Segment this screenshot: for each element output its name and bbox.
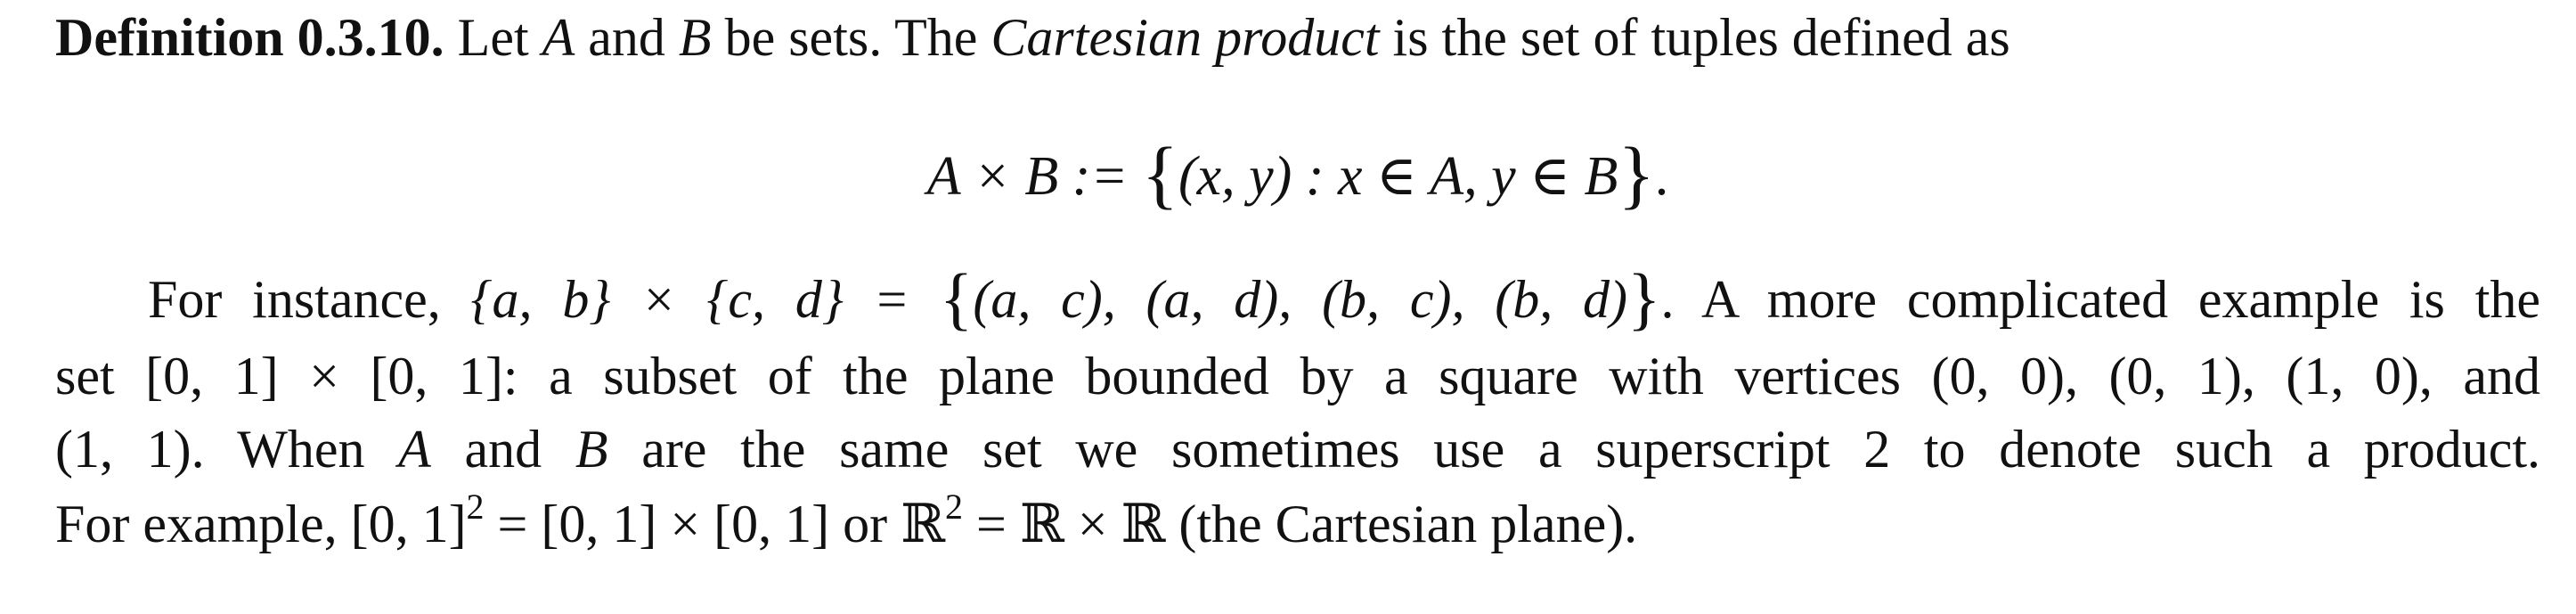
paragraph-line4-b: = [0, 1] × [0, 1] or ℝ — [484, 495, 945, 553]
paragraph-line1-intro: For instance, — [148, 270, 471, 329]
paragraph-line1-math-lhs: {a, b} × {c, d} = — [470, 270, 940, 329]
definition-label: Definition 0.3.10. — [55, 8, 444, 67]
paragraph-line-4 — [55, 487, 1638, 556]
definition-text-2: and — [588, 8, 665, 67]
paragraph-line4-superscript-1: 2 — [466, 487, 485, 527]
display-formula — [55, 131, 2540, 217]
definition-text-3: be sets. The — [724, 8, 978, 67]
paragraph-line4-superscript-2: 2 — [945, 487, 963, 527]
formula-body: (x, y) : x ∈ A, y ∈ B — [1178, 146, 1618, 207]
set-b: B — [678, 8, 712, 67]
paragraph-line-3 — [55, 417, 2540, 481]
paragraph-line1-math-rhs: (a, c), (a, d), (b, c), (b, d) — [973, 270, 1628, 329]
paragraph-line1-close-brace: } — [1627, 259, 1661, 337]
set-a: A — [542, 8, 575, 67]
paragraph-line1-rest: . A more complicated example is the — [1660, 270, 2541, 329]
paragraph-line-1 — [55, 259, 2541, 337]
paragraph-line4-a: For example, [0, 1] — [55, 495, 467, 553]
paragraph-line3-set-a: A — [398, 420, 431, 479]
formula-lhs: A × B := — [926, 146, 1129, 207]
definition-line — [55, 5, 2010, 70]
paragraph-line3-a: (1, 1). When — [55, 420, 365, 479]
defined-term: Cartesian product — [990, 8, 1380, 67]
formula-close-brace: } — [1618, 131, 1655, 217]
paragraph-line-2: set [0, 1] × [0, 1]: a subset of the plane bounded by a square with vertices (0, 0), (0, 1), (1, 0), and — [55, 347, 2540, 405]
paragraph-line4-c: = ℝ × ℝ (the Cartesian plane). — [963, 495, 1638, 553]
paragraph-line3-set-b: B — [575, 420, 608, 479]
definition-text-4: is the set of tuples defined as — [1392, 8, 2010, 67]
paragraph-line3-b: and — [464, 420, 542, 479]
formula-end: . — [1654, 146, 1669, 207]
paragraph-line3-c: are the same set we sometimes use a superscript 2 to denote such a product. — [641, 420, 2541, 479]
definition-text-1: Let — [457, 8, 529, 67]
formula-open-brace: { — [1141, 131, 1178, 217]
paragraph-line1-open-brace: { — [939, 259, 974, 337]
